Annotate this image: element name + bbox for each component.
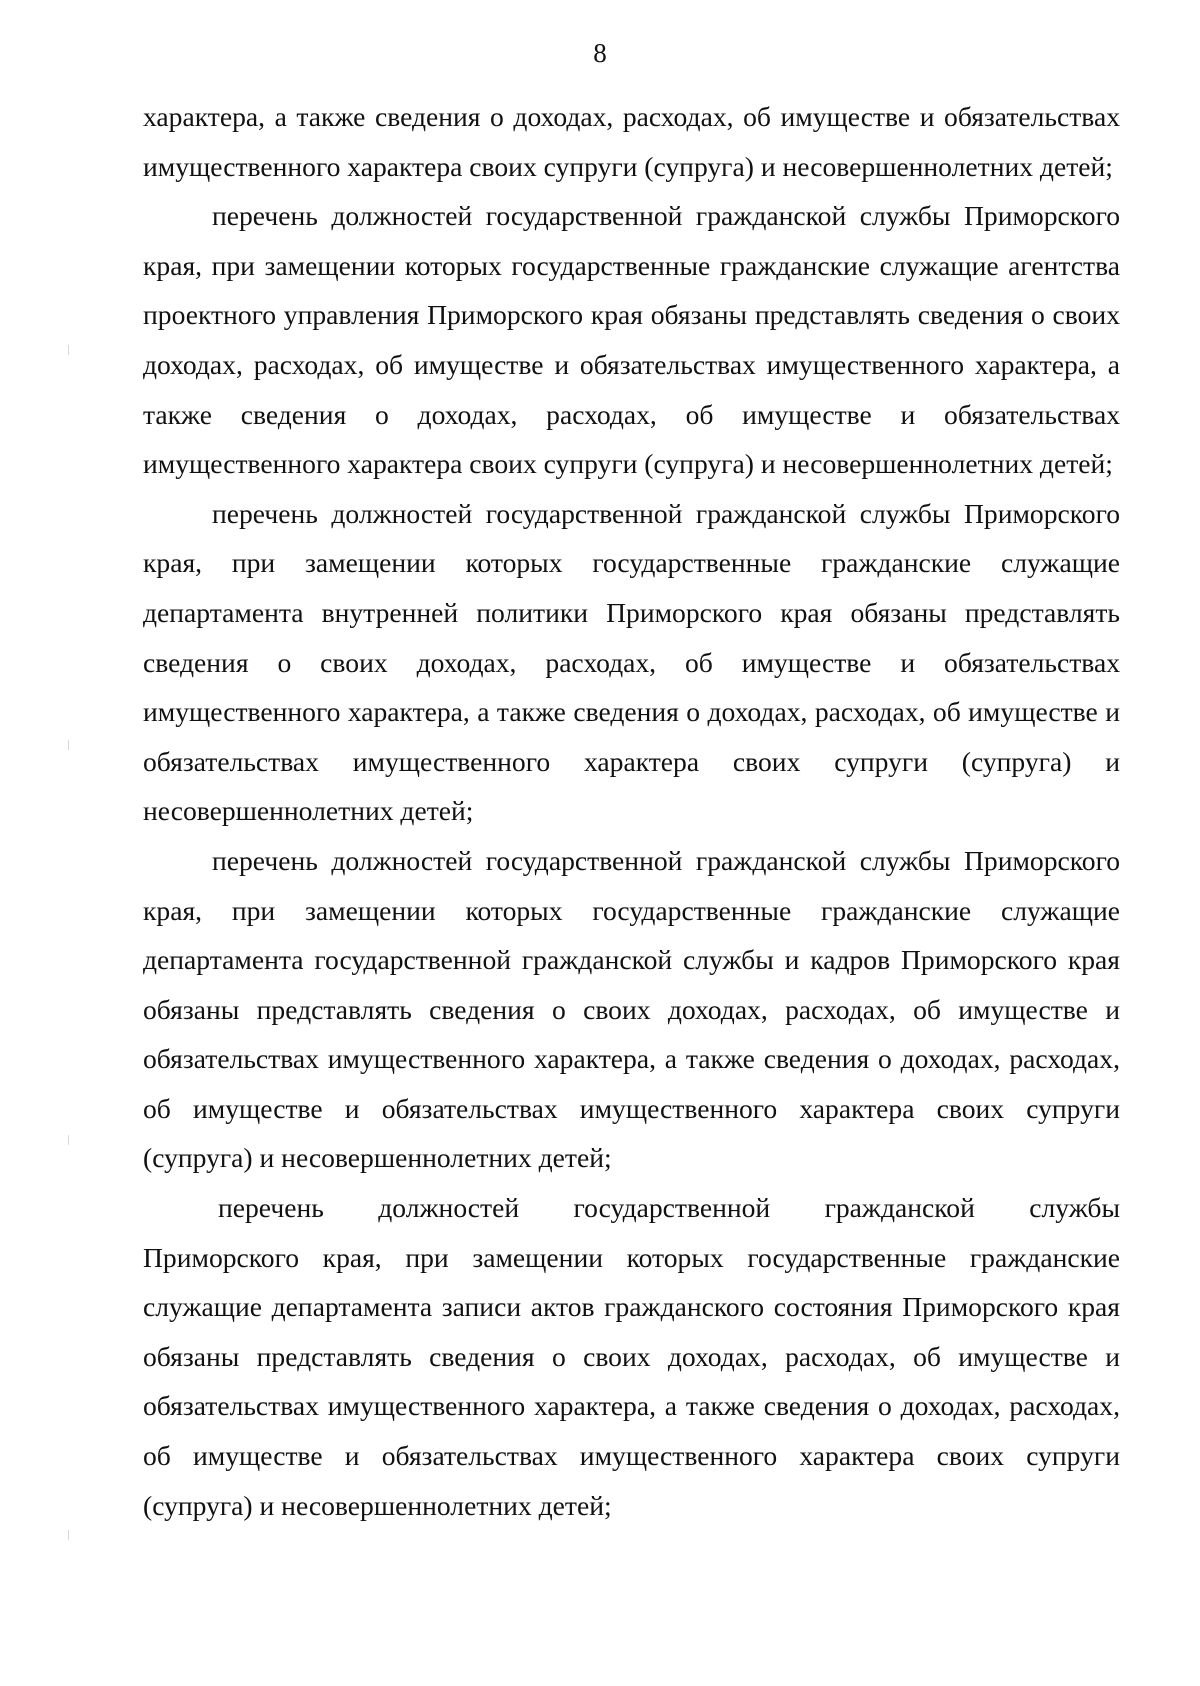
paragraph-first-line: перечень должностей государственной гражданской службы <box>218 1192 1120 1224</box>
paragraph-civil-registry-department <box>143 1183 1120 1530</box>
paragraph-internal-policy-department: перечень должностей государственной гражданской службы Приморского края, при замещении которых государственные гражданские служащие департамента внутренней политики Приморского края обязаны представлять сведения о своих доходах, расходах, об имуществе и обязательствах имущественного характера, а также сведения о доходах, расходах, об имуществе и обязательствах имущественного характера своих супруги (супруга) и несовершеннолетних детей; <box>143 497 1120 827</box>
scan-margin-mark <box>68 1135 69 1145</box>
paragraph-rest: Приморского края, при замещении которых государственные гражданские служащие департамента записи актов гражданского состояния Приморского края обязаны представлять сведения о своих доходах, расходах, об имуществе и обязательствах имущественного характера, а также сведения о доходах, расходах, об имуществе и обязательствах имущественного характера своих супруги (супруга) и несовершеннолетних детей; <box>143 1241 1120 1521</box>
paragraph-continuation: характера, а также сведения о доходах, расходах, об имуществе и обязательствах имущественного характера своих супруги (супруга) и несовершеннолетних детей; <box>143 101 1120 182</box>
paragraph-project-management-agency: перечень должностей государственной гражданской службы Приморского края, при замещении которых государственные гражданские служащие агентства проектного управления Приморского края обязаны представлять сведения о своих доходах, расходах, об имуществе и обязательствах имущественного характера, а также сведения о доходах, расходах, об имуществе и обязательствах имущественного характера своих супруги (супруга) и несовершеннолетних детей; <box>143 200 1120 480</box>
scan-margin-mark <box>68 740 69 750</box>
document-body <box>143 92 1120 1530</box>
page-number: 8 <box>593 38 607 68</box>
scan-margin-mark <box>68 1530 69 1540</box>
paragraph-civil-service-department: перечень должностей государственной гражданской службы Приморского края, при замещении которых государственные гражданские служащие департамента государственной гражданской службы и кадров Приморского края обязаны представлять сведения о своих доходах, расходах, об имуществе и обязательствах имущественного характера, а также сведения о доходах, расходах, об имуществе и обязательствах имущественного характера своих супруги (супруга) и несовершеннолетних детей; <box>143 844 1120 1174</box>
scan-margin-mark <box>68 345 69 355</box>
